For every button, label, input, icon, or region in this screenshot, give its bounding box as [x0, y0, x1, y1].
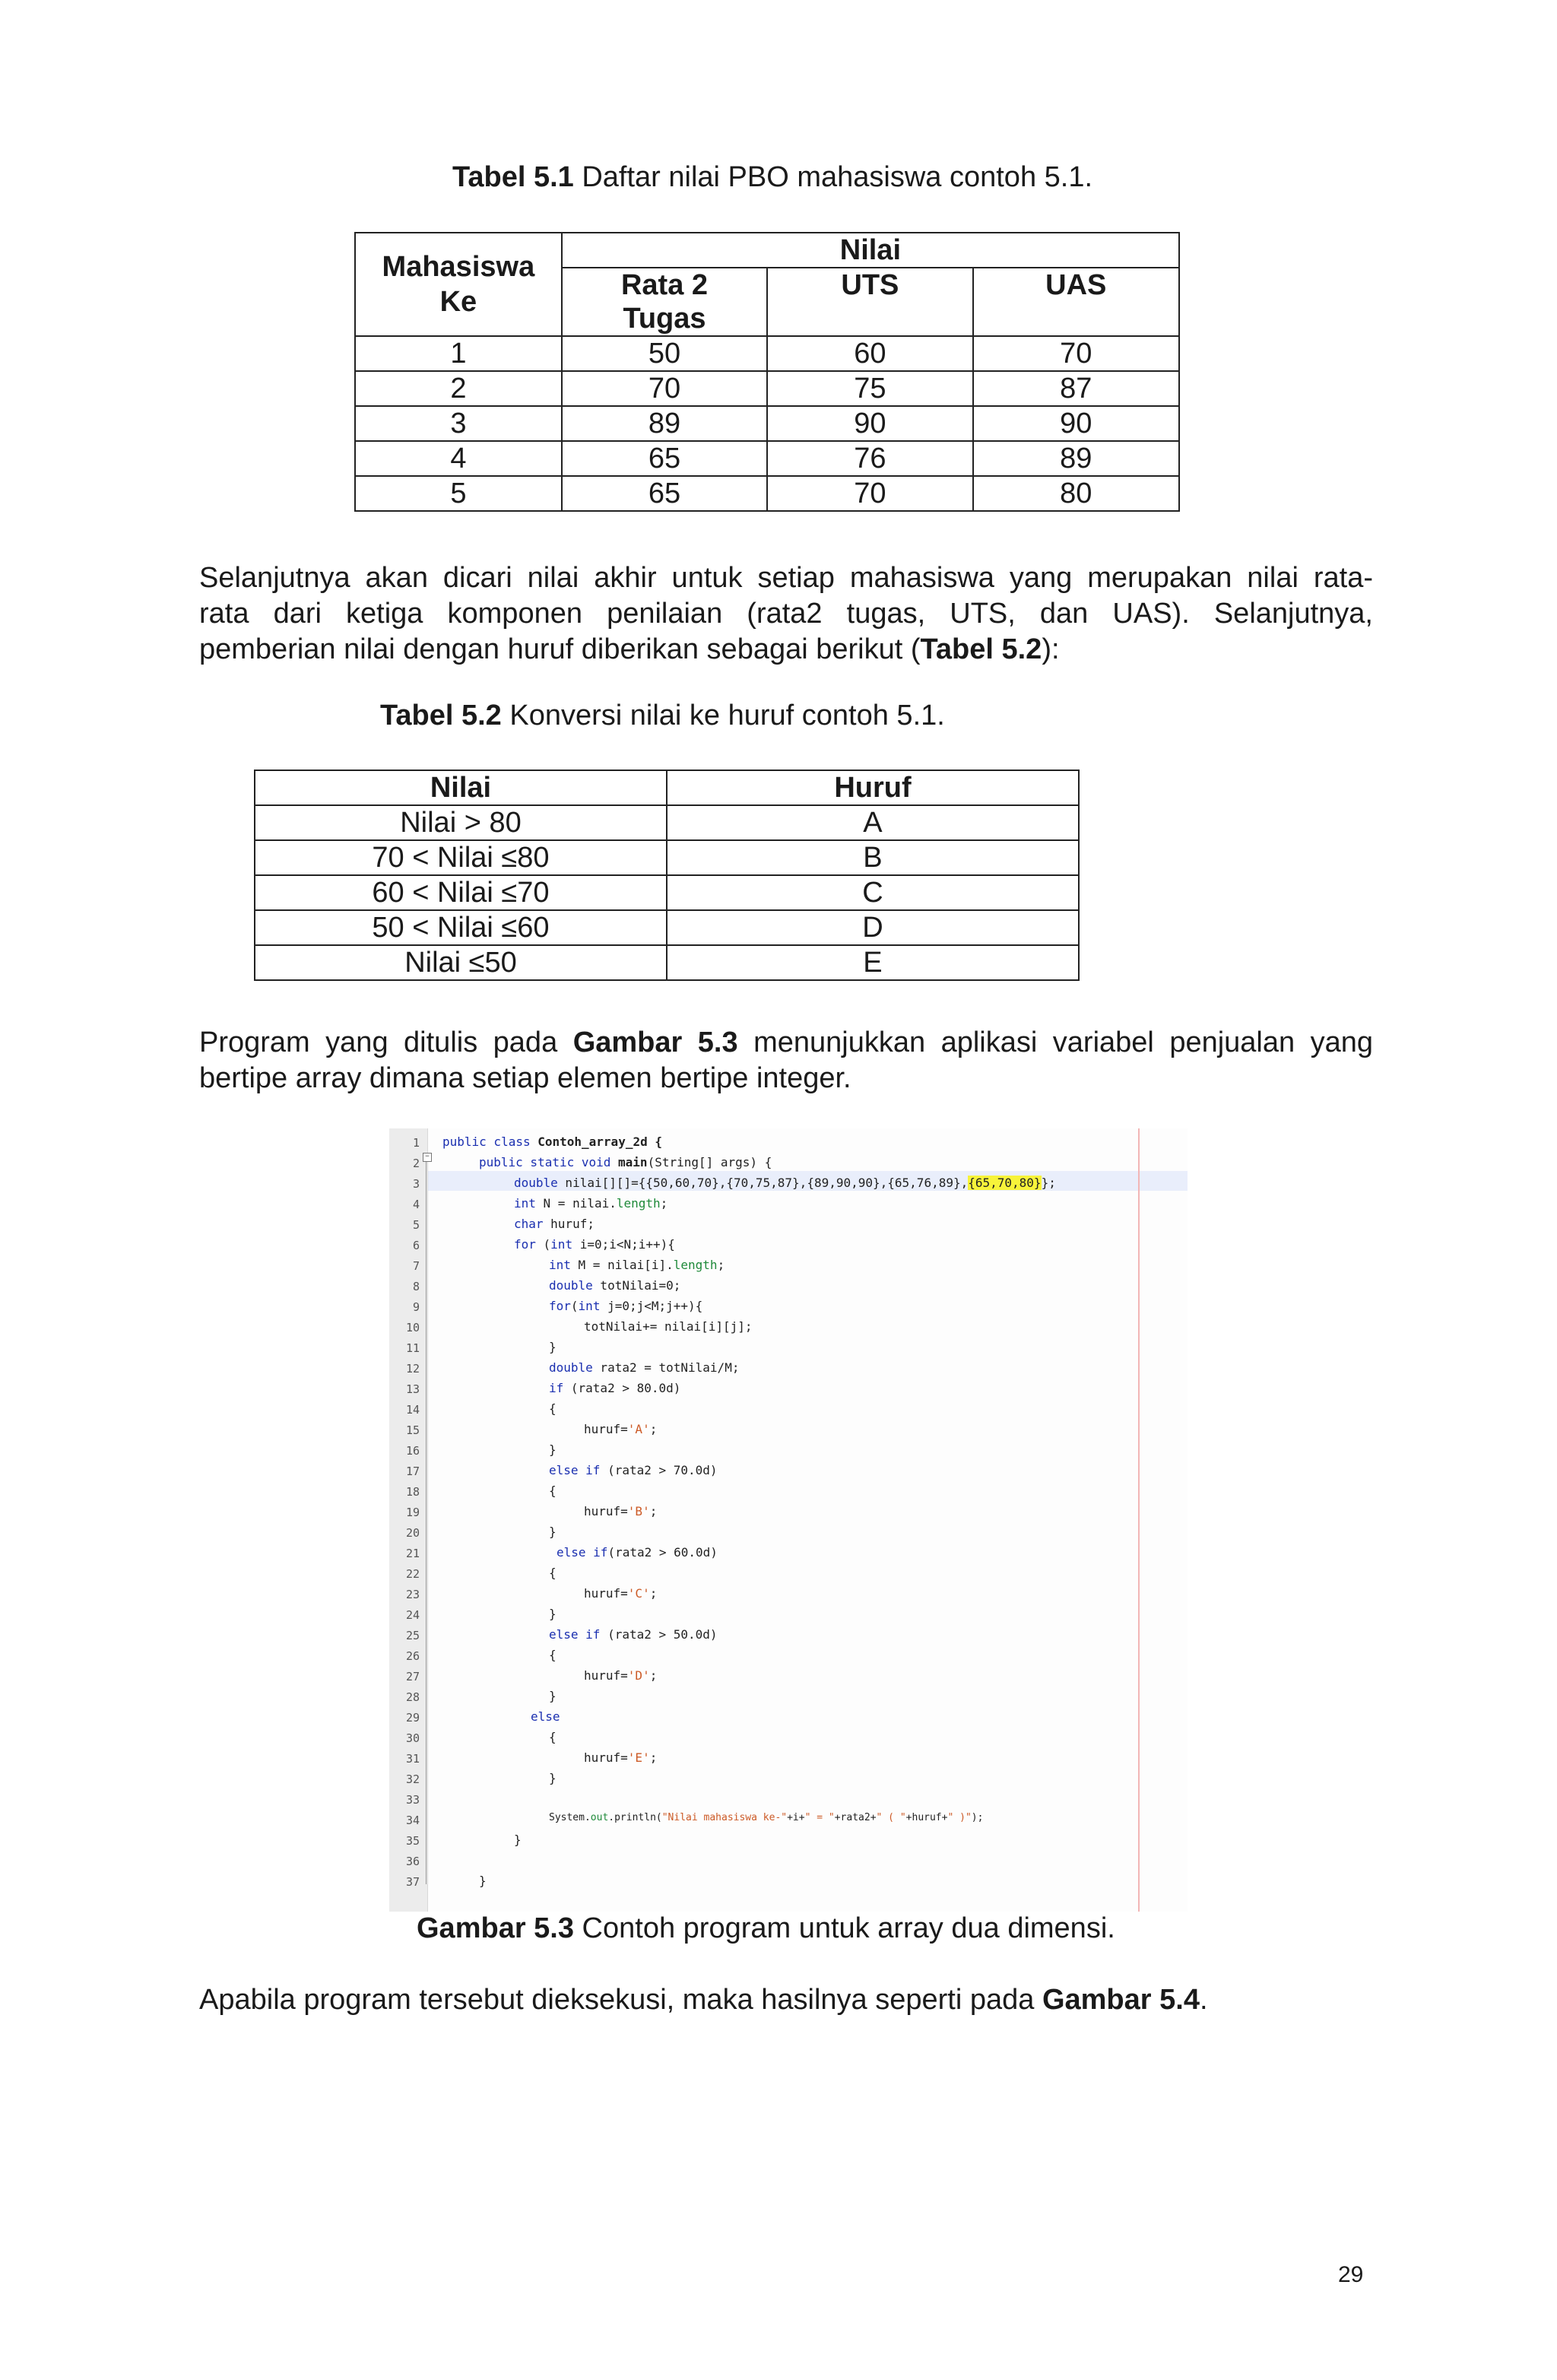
table-cell: C: [667, 875, 1079, 910]
code-text: j=0;j<M;j++){: [600, 1299, 703, 1313]
line-number: 26: [405, 1649, 420, 1663]
table-cell: D: [667, 910, 1079, 945]
table-cell: 89: [973, 441, 1179, 476]
code-line-27: [584, 1668, 657, 1683]
code-text: huruf;: [543, 1217, 595, 1231]
code-keyword: else if: [549, 1463, 601, 1477]
code-line-32: }: [549, 1771, 557, 1785]
code-line-34: [549, 1812, 983, 1823]
code-keyword: int: [549, 1258, 571, 1272]
code-text: M = nilai[i].: [570, 1258, 674, 1272]
line-number: 16: [405, 1444, 420, 1458]
table-5-1-caption: [354, 161, 1191, 194]
table-row: [355, 441, 1179, 476]
table-cell: 70: [973, 336, 1179, 371]
code-text: (rata2 > 50.0d): [600, 1627, 718, 1642]
table-5-2-caption-text: Konversi nilai ke huruf contoh 5.1.: [501, 700, 945, 731]
page-number: 29: [1338, 2262, 1364, 2287]
figure-caption-text: Contoh program untuk array dua dimensi.: [574, 1912, 1115, 1944]
code-keyword: char: [514, 1217, 544, 1231]
header-rata2-tugas: [562, 268, 767, 336]
line-number: 31: [405, 1752, 420, 1766]
code-text: huruf=: [584, 1422, 628, 1436]
line-number: 21: [405, 1547, 420, 1560]
code-text: huruf=: [584, 1504, 628, 1518]
code-line-22: {: [549, 1566, 557, 1580]
header-tugas: Tugas: [623, 303, 706, 335]
line-number: 29: [405, 1711, 420, 1725]
table-cell: 70: [562, 371, 767, 406]
table-row: [255, 840, 1079, 875]
code-keyword: double: [514, 1176, 558, 1190]
paragraph-text: Apabila program tersebut dieksekusi, maka hasilnya seperti pada: [199, 1984, 1042, 2016]
code-line-2: [479, 1155, 772, 1169]
paragraph-text: menunjukkan aplikasi variabel penjualan yang: [737, 1027, 1374, 1058]
table-row: [355, 336, 1179, 371]
line-number: 5: [412, 1218, 420, 1232]
code-keyword: for: [514, 1237, 536, 1252]
code-line-6: [514, 1237, 675, 1252]
code-text: ;: [649, 1668, 658, 1683]
figure-reference: Gambar 5.4: [1042, 1984, 1200, 2016]
code-editor-screenshot: [389, 1128, 1188, 1912]
line-number: 22: [405, 1567, 420, 1581]
paragraph-text: .: [1199, 1984, 1208, 2016]
code-line-26: {: [549, 1648, 557, 1662]
line-number: 17: [405, 1464, 420, 1478]
code-string: " = ": [804, 1812, 835, 1823]
code-keyword: else if: [557, 1545, 608, 1560]
line-number: 1: [412, 1136, 420, 1150]
code-text: +rata2+: [834, 1812, 877, 1823]
code-text: i=0;i<N;i++){: [572, 1237, 675, 1252]
paragraph-text: ):: [1042, 633, 1060, 665]
table-cell: B: [667, 840, 1079, 875]
code-string: 'C': [627, 1586, 650, 1601]
code-string: 'B': [627, 1504, 650, 1518]
code-text: ;: [649, 1422, 658, 1436]
table-5-1-caption-label: Tabel 5.1: [452, 161, 574, 193]
code-text: huruf=: [584, 1750, 628, 1765]
code-line-20: }: [549, 1525, 557, 1539]
code-text: ;: [649, 1504, 658, 1518]
code-line-23: [584, 1586, 657, 1601]
line-number: 27: [405, 1670, 420, 1683]
table-cell: 50: [562, 336, 767, 371]
header-nilai: Nilai: [562, 233, 1179, 268]
table-5-2-caption-label: Tabel 5.2: [380, 700, 502, 731]
code-keyword: public class: [442, 1134, 531, 1149]
table-row: [355, 476, 1179, 511]
code-keyword: for: [549, 1299, 571, 1313]
code-highlighted-text: {65,70,80}: [968, 1176, 1042, 1190]
table-reference: Tabel 5.2: [920, 633, 1042, 665]
code-text: System.: [549, 1812, 591, 1823]
code-line-31: [584, 1750, 657, 1765]
table-cell: Nilai ≤50: [255, 945, 667, 980]
table-cell: 70: [767, 476, 972, 511]
header-uas: UAS: [973, 268, 1179, 336]
line-number: 18: [405, 1485, 420, 1499]
table-cell: 76: [767, 441, 972, 476]
code-field: length: [616, 1196, 661, 1211]
figure-caption-label: Gambar 5.3: [417, 1912, 574, 1944]
code-field: out: [590, 1812, 609, 1823]
line-number: 12: [405, 1362, 420, 1376]
code-line-21: [557, 1545, 718, 1560]
code-line-28: }: [549, 1689, 557, 1703]
line-number: 9: [412, 1300, 420, 1314]
code-keyword: int: [550, 1237, 573, 1252]
code-text: };: [1041, 1176, 1056, 1190]
paragraph-eksekusi: [199, 1982, 1373, 2018]
code-text: Contoh_array_2d {: [530, 1134, 662, 1149]
code-line-30: {: [549, 1730, 557, 1744]
header-huruf: Huruf: [667, 770, 1079, 805]
code-line-17: [549, 1463, 718, 1477]
table-row: [255, 910, 1079, 945]
line-number: 37: [405, 1875, 420, 1889]
code-line-35: }: [514, 1833, 522, 1847]
code-text: (: [570, 1299, 579, 1313]
code-text: );: [971, 1812, 984, 1823]
line-number: 6: [412, 1239, 420, 1252]
paragraph-line: [199, 632, 1373, 668]
code-text: +i+: [787, 1812, 805, 1823]
table-cell: 1: [355, 336, 562, 371]
figure-reference: Gambar 5.3: [572, 1027, 738, 1058]
table-row: [255, 875, 1079, 910]
code-line-16: }: [549, 1442, 557, 1457]
line-number: 24: [405, 1608, 420, 1622]
line-number: 3: [412, 1177, 420, 1191]
table-row: [355, 371, 1179, 406]
paragraph-text: pemberian nilai dengan huruf diberikan sebagai berikut (: [199, 633, 921, 665]
line-number: 14: [405, 1403, 420, 1417]
code-keyword: else if: [549, 1627, 601, 1642]
code-line-11: }: [549, 1340, 557, 1354]
code-line-1: [442, 1134, 662, 1149]
line-number: 25: [405, 1629, 420, 1642]
header-mahasiswa: Mahasiswa: [382, 251, 535, 283]
code-line-29: else: [531, 1709, 560, 1724]
line-number: 36: [405, 1855, 420, 1868]
code-text: +huruf+: [905, 1812, 948, 1823]
code-text: totNilai=0;: [592, 1278, 681, 1293]
code-line-18: {: [549, 1484, 557, 1498]
line-number: 4: [412, 1198, 420, 1211]
right-margin-line: [1138, 1128, 1140, 1912]
table-cell: 89: [562, 406, 767, 441]
table-cell: 3: [355, 406, 562, 441]
table-cell: 5: [355, 476, 562, 511]
table-cell: E: [667, 945, 1079, 980]
line-number: 34: [405, 1814, 420, 1827]
table-row: [255, 805, 1079, 840]
paragraph-line: bertipe array dimana setiap elemen bertipe integer.: [199, 1062, 851, 1094]
line-number: 19: [405, 1506, 420, 1519]
code-line-25: [549, 1627, 718, 1642]
line-number: 30: [405, 1731, 420, 1745]
code-text: huruf=: [584, 1586, 628, 1601]
table-cell: 70 < Nilai ≤80: [255, 840, 667, 875]
code-text: (rata2 > 60.0d): [607, 1545, 718, 1560]
code-line-19: [584, 1504, 657, 1518]
figure-5-3-caption: [417, 1912, 1115, 1945]
code-text: .println(: [608, 1812, 662, 1823]
code-line-4: [514, 1196, 668, 1211]
code-keyword: int: [514, 1196, 536, 1211]
line-number: 10: [405, 1321, 420, 1334]
line-number: 28: [405, 1690, 420, 1704]
fold-guide-line: [426, 1162, 427, 1884]
code-string: " )": [947, 1812, 972, 1823]
code-keyword: if: [549, 1381, 564, 1395]
header-uts: UTS: [767, 268, 972, 336]
table-cell: 60 < Nilai ≤70: [255, 875, 667, 910]
code-line-9: [549, 1299, 702, 1313]
code-text: (rata2 > 70.0d): [600, 1463, 718, 1477]
code-keyword: public static void: [479, 1155, 611, 1169]
table-cell: 2: [355, 371, 562, 406]
code-string: 'A': [627, 1422, 650, 1436]
code-method-name: main: [610, 1155, 648, 1169]
code-string: "Nilai mahasiswa ke-": [661, 1812, 788, 1823]
code-line-15: [584, 1422, 657, 1436]
table-cell: 50 < Nilai ≤60: [255, 910, 667, 945]
conversion-table: [254, 770, 1080, 981]
code-line-5: [514, 1217, 595, 1231]
code-line-13: [549, 1381, 680, 1395]
code-string: " ( ": [876, 1812, 906, 1823]
code-text: ;: [649, 1586, 658, 1601]
paragraph-line: [199, 1025, 1373, 1061]
code-text: rata2 = totNilai/M;: [592, 1360, 740, 1375]
table-cell: 87: [973, 371, 1179, 406]
table-cell: 75: [767, 371, 972, 406]
code-field: length: [673, 1258, 718, 1272]
line-number: 20: [405, 1526, 420, 1540]
table-cell: 65: [562, 441, 767, 476]
code-line-3: [514, 1176, 1056, 1190]
code-string: 'E': [627, 1750, 650, 1765]
code-text: ;: [717, 1258, 725, 1272]
table-5-1-caption-text: Daftar nilai PBO mahasiswa contoh 5.1.: [573, 161, 1093, 193]
code-text: ;: [660, 1196, 668, 1211]
line-number: 35: [405, 1834, 420, 1848]
line-number: 32: [405, 1772, 420, 1786]
code-keyword: double: [549, 1278, 593, 1293]
line-number: 33: [405, 1793, 420, 1807]
header-mahasiswa-ke: [355, 233, 562, 336]
line-number: 15: [405, 1423, 420, 1437]
header-ke: Ke: [439, 286, 477, 318]
code-line-12: [549, 1360, 739, 1375]
table-row: [355, 406, 1179, 441]
paragraph-nilai-akhir: [199, 560, 1373, 668]
code-text: nilai[][]={{50,60,70},{70,75,87},{89,90,90},{65,76,89},: [557, 1176, 969, 1190]
line-number: 11: [405, 1341, 420, 1355]
table-cell: 90: [973, 406, 1179, 441]
code-line-10: totNilai+= nilai[i][j];: [584, 1319, 753, 1334]
code-text: N = nilai.: [535, 1196, 617, 1211]
paragraph-program: [199, 1025, 1373, 1096]
table-cell: A: [667, 805, 1079, 840]
table-5-2-caption: [380, 700, 945, 732]
code-keyword: int: [578, 1299, 601, 1313]
table-cell: 60: [767, 336, 972, 371]
code-keyword: double: [549, 1360, 593, 1375]
fold-collapse-icon[interactable]: −: [423, 1153, 432, 1162]
grades-table: [354, 232, 1180, 512]
code-text: huruf=: [584, 1668, 628, 1683]
code-line-7: [549, 1258, 725, 1272]
table-cell: 80: [973, 476, 1179, 511]
line-number: 23: [405, 1588, 420, 1601]
code-text: ;: [649, 1750, 658, 1765]
code-line-24: }: [549, 1607, 557, 1621]
line-number: 7: [412, 1259, 420, 1273]
header-nilai: Nilai: [255, 770, 667, 805]
line-number: 8: [412, 1280, 420, 1293]
code-line-14: {: [549, 1401, 557, 1416]
paragraph-line: rata dari ketiga komponen penilaian (rata2 tugas, UTS, dan UAS). Selanjutnya,: [199, 598, 1373, 630]
code-text: (rata2 > 80.0d): [563, 1381, 681, 1395]
table-cell: 65: [562, 476, 767, 511]
code-text: (String[] args) {: [647, 1155, 772, 1169]
header-rata2: Rata 2: [620, 269, 709, 301]
paragraph-line: Selanjutnya akan dicari nilai akhir untuk setiap mahasiswa yang merupakan nilai rata-: [199, 562, 1373, 594]
table-cell: Nilai > 80: [255, 805, 667, 840]
table-cell: 4: [355, 441, 562, 476]
code-line-8: [549, 1278, 680, 1293]
code-text: (: [535, 1237, 551, 1252]
paragraph-text: Program yang ditulis pada: [199, 1027, 573, 1058]
table-row: [255, 945, 1079, 980]
line-number: 2: [412, 1157, 420, 1170]
code-line-37: }: [479, 1874, 487, 1888]
table-cell: 90: [767, 406, 972, 441]
code-string: 'D': [627, 1668, 650, 1683]
line-number: 13: [405, 1382, 420, 1396]
